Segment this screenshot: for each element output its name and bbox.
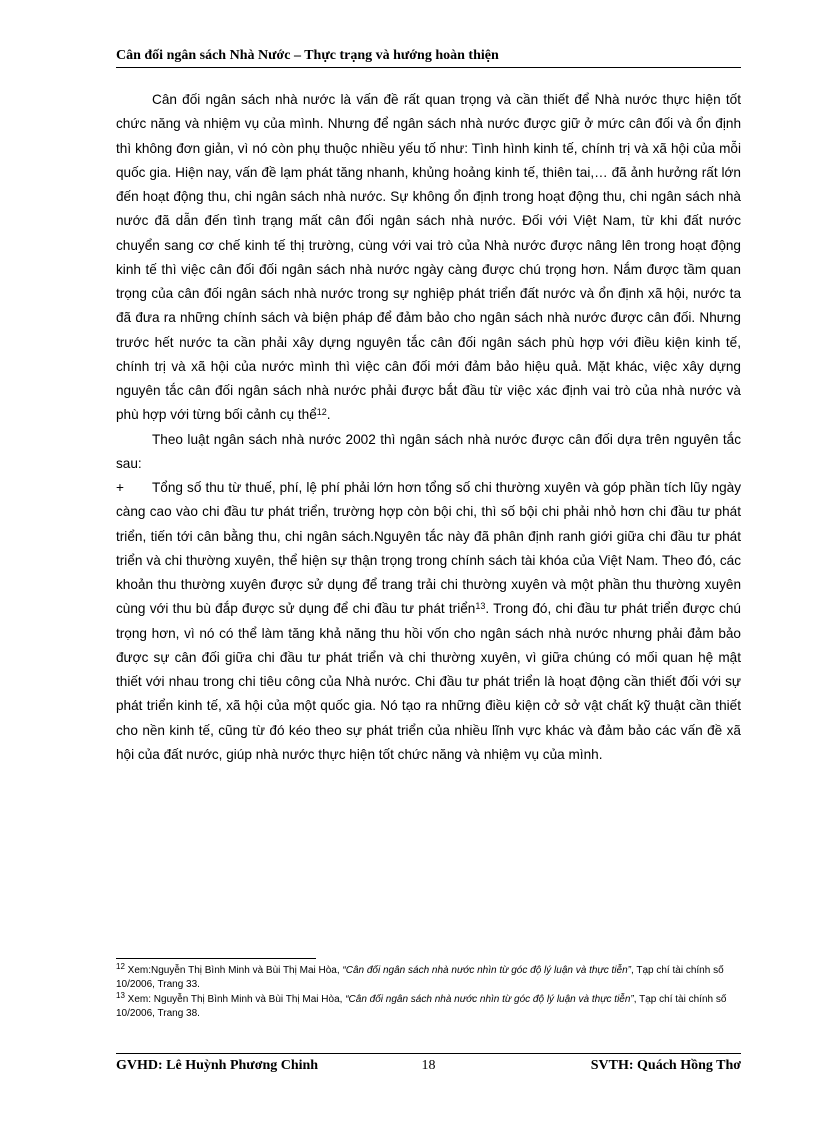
paragraph-intro-text: Cân đối ngân sách nhà nước là vấn đề rất quan trọng và cần thiết để Nhà nước thực hiện tốt chức năng và nhiệm vụ của mình. Nhưng để ngân sách nhà nước được giữ ở mức cân đối và ổn định thì không đơn giản, vì nó còn phụ thuộc nhiều yếu tố như: Tình hình kinh tế, chính trị và xã hội của mỗi quốc gia. Hiện nay, vấn đề lạm phát tăng nhanh, khủng hoảng kinh tế, thiên tai,… đã ảnh hưởng rất lớn đến hoạt động thu, chi ngân sách nhà nước. Sự không ổn định trong hoạt động thu, chi ngân sách nhà nước đã dẫn đến tình trạng mất cân đối ngân sách nhà nước. Đối với Việt Nam, từ khi đất nước chuyển sang cơ chế kinh tế thị trường, cùng với vai trò của Nhà nước được nâng lên trong hoạt động kinh tế thì việc cân đối đối ngân sách nhà nước ngày càng được chú trọng hơn. Nắm được tầm quan trọng của cân đối ngân sách nhà nước trong sự nghiệp phát triển đất nước và ổn định xã hội, nước ta đã đưa ra những chính sách và biện pháp để đảm bảo cho ngân sách nhà nước được cân đối. Nhưng trước hết nước ta cần phải xây dựng nguyên tắc cân đối ngân sách phù hợp với điều kiện kinh tế, chính trị và xã hội của nước mình thì việc cân đối mới đảm bảo hiệu quả. Mặt khác, việc xây dựng nguyên tắc cân đối ngân sách nhà nước phải được bắt đầu từ việc xác định vai trò của nhà nước và phù hợp với từng bối cảnh cụ thể bbox=[116, 92, 741, 423]
paragraph-law: Theo luật ngân sách nhà nước 2002 thì ngân sách nhà nước được cân đối dựa trên nguyên tắc sau: bbox=[116, 431, 741, 471]
document-body bbox=[116, 88, 741, 767]
footnote-lead: Xem: Nguyễn Thị Bình Minh và Bùi Thị Mai Hòa, bbox=[124, 994, 346, 1005]
header-divider bbox=[116, 67, 741, 68]
paragraph-principle-text-a: Tổng số thu từ thuế, phí, lệ phí phải lớn hơn tổng số chi thường xuyên và góp phần tích lũy ngày càng cao vào chi đầu tư phát triển, trường hợp còn bội chi, thì số bội chi phải nhỏ hơn chi đầu tư phát triển, tiến tới cân bằng thu, chi ngân sách.Nguyên tắc này đã phân định ranh giới giữa chi đầu tư phát triển và chi thường xuyên, thể hiện sự thận trọng trong chính sách tài khóa của Việt Nam. Theo đó, các khoản thu thường xuyên được sử dụng để trang trải chi thường xuyên và một phần thu thường xuyên cùng với thu bù đắp được sử dụng để chi đầu tư phát triển bbox=[116, 480, 741, 617]
footnote-number: 12 bbox=[116, 962, 125, 971]
footnotes bbox=[116, 964, 741, 1022]
paragraph-principle bbox=[116, 476, 741, 767]
footnote-title: “Cân đối ngân sách nhà nước nhìn từ góc độ lý luận và thực tiễn” bbox=[342, 965, 631, 976]
paragraph-intro-end: . bbox=[326, 407, 331, 423]
footnote-tail: , Tạp chí tài chính số 10/2006, Trang 33. bbox=[116, 965, 724, 990]
footnote-ref-13: 13 bbox=[475, 601, 486, 612]
footnote-tail: , Tạp chí tài chính số 10/2006, Trang 38. bbox=[116, 994, 727, 1019]
footer-divider bbox=[116, 1053, 741, 1054]
footnote-13 bbox=[116, 993, 741, 1020]
paragraph-principle-text-b: . Trong đó, chi đầu tư phát triển được chú trọng hơn, vì nó có thể làm tăng khả năng thu hồi vốn cho ngân sách nhà nước nhưng phải đảm bảo được sự cân đối giữa chi đầu tư phát triển và chi thường xuyên, vì giữa chúng có mối quan hệ mật thiết với nhau trong chi tiêu công của Nhà nước. Chi đầu tư phát triển là hoạt động cần thiết đối với sự phát triển kinh tế, xã hội của một quốc gia. Nó tạo ra những điều kiện cở sở vật chất kỹ thuật cần thiết cho nền kinh tế, cũng từ đó kéo theo sự phát triển của nhiều lĩnh vực khác và đảm bảo các vấn đề xã hội của đất nước, giúp nhà nước thực hiện tốt chức năng và nhiệm vụ của mình. bbox=[116, 601, 741, 762]
bullet-marker: + bbox=[116, 480, 124, 495]
paragraph-intro bbox=[116, 88, 741, 428]
footnote-divider bbox=[116, 958, 316, 959]
running-header: Cân đối ngân sách Nhà Nước – Thực trạng và hướng hoàn thiện bbox=[116, 48, 499, 63]
student-name: SVTH: Quách Hồng Thơ bbox=[590, 1058, 741, 1073]
running-footer bbox=[116, 1058, 741, 1078]
footnote-12 bbox=[116, 964, 741, 991]
footnote-number: 13 bbox=[116, 991, 125, 1000]
footnote-ref-12: 12 bbox=[316, 407, 327, 418]
footnote-lead: Xem:Nguyễn Thị Bình Minh và Bùi Thị Mai Hòa, bbox=[124, 965, 343, 976]
footnote-title: “Cân đối ngân sách nhà nước nhìn từ góc độ lý luận và thực tiễn” bbox=[345, 994, 634, 1005]
page-number: 18 bbox=[421, 1058, 436, 1073]
advisor-name: GVHD: Lê Huỳnh Phương Chinh bbox=[116, 1058, 319, 1073]
